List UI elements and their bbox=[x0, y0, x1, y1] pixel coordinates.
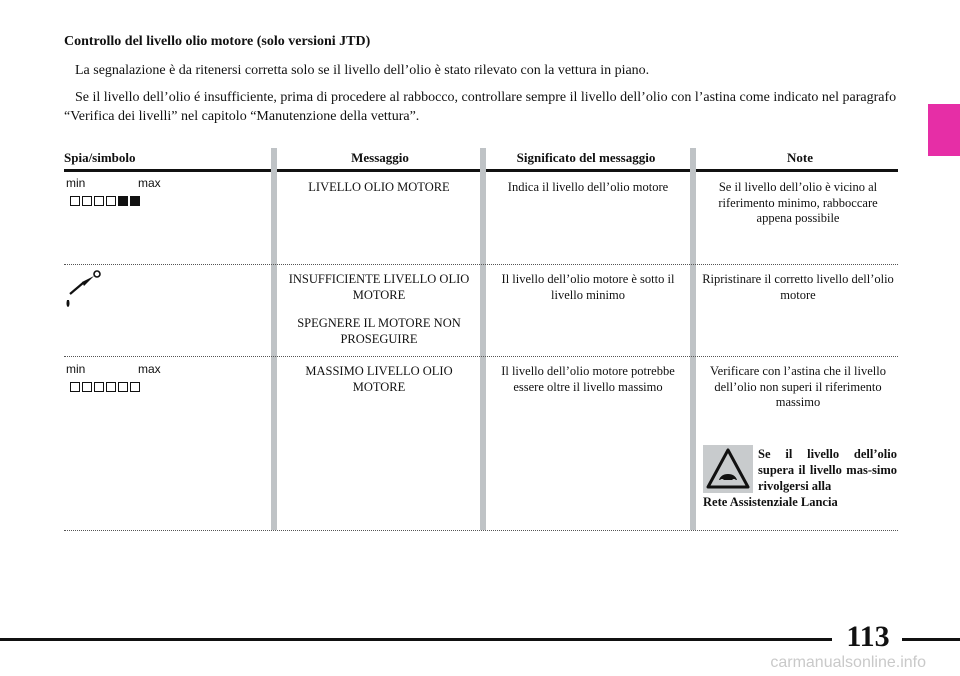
row1-message: LIVELLO OLIO MOTORE bbox=[308, 180, 450, 194]
row2-meaning: Il livello dell’olio motore è sotto il livello minimo bbox=[501, 272, 675, 302]
oil-can-icon bbox=[60, 268, 106, 315]
row3-meaning: Il livello dell’olio motore potrebbe essere oltre il livello massimo bbox=[501, 364, 675, 394]
column-header-notes: Note bbox=[787, 150, 813, 165]
oil-level-bar-two-filled-icon bbox=[70, 193, 142, 211]
column-separator bbox=[271, 148, 277, 530]
column-header-message: Messaggio bbox=[351, 150, 409, 165]
intro-paragraph-2: Se il livello dell’olio é insufficiente, prima di procedere al rabbocco, controllare sempre il livello dell’olio con l’astina come indicato nel paragrafo “Verifica dei livelli” nel capitolo “Manutenzione della vettura”. bbox=[64, 90, 897, 124]
row-divider bbox=[64, 530, 898, 531]
chapter-tab-marker bbox=[928, 104, 960, 156]
row3-notes: Verificare con l’astina che il livello dell’olio non superi il riferimento massimo bbox=[710, 364, 886, 409]
row-divider bbox=[64, 264, 898, 265]
row2-notes: Ripristinare il corretto livello dell’olio motore bbox=[702, 272, 894, 302]
row3-message: MASSIMO LIVELLO OLIO MOTORE bbox=[305, 364, 453, 394]
row-divider bbox=[64, 356, 898, 357]
row2-message: INSUFFICIENTE LIVELLO OLIO MOTORE bbox=[288, 272, 470, 302]
oil-level-bar-empty-icon bbox=[70, 379, 142, 397]
warning-text-tail: Rete Assistenziale Lancia bbox=[703, 495, 838, 509]
warning-triangle-car-icon bbox=[703, 445, 753, 493]
watermark: carmanualsonline.info bbox=[770, 654, 926, 671]
intro-paragraph-1: La segnalazione è da ritenersi corretta solo se il livello dell’olio è stato rilevato con la vettura in piano. bbox=[75, 63, 650, 78]
min-label: min bbox=[66, 362, 86, 376]
row1-notes: Se il livello dell’olio è vicino al riferimento minimo, rabboccare appena possibile bbox=[718, 180, 878, 225]
column-header-meaning: Significato del messaggio bbox=[516, 150, 656, 165]
column-header-symbol: Spia/simbolo bbox=[64, 150, 136, 165]
max-label: max bbox=[138, 362, 161, 376]
section-heading: Controllo del livello olio motore (solo versioni JTD) bbox=[64, 34, 371, 49]
max-label: max bbox=[138, 176, 161, 190]
column-separator bbox=[690, 148, 696, 530]
row2-message-stop: SPEGNERE IL MOTORE NON PROSEGUIRE bbox=[297, 316, 461, 346]
column-separator bbox=[480, 148, 486, 530]
footer-rule bbox=[0, 638, 960, 641]
page-number: 113 bbox=[846, 620, 890, 653]
warning-text: Se il livello dell’olio supera il livello mas-simo rivolgersi alla bbox=[758, 447, 897, 493]
row1-meaning: Indica il livello dell’olio motore bbox=[507, 180, 669, 194]
min-label: min bbox=[66, 176, 86, 190]
